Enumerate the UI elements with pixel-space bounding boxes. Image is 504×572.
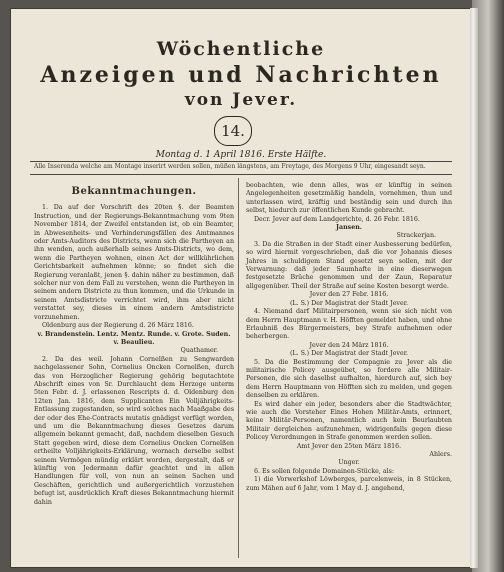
submission-notice: Alle Inserenda welche am Montage inserirt werden sollen, müßen längstens, am Freytage, des Morgens 9 Uhr, eingesandt seyn. [34,163,426,170]
notice-4-date: Jever den 24 März 1816. [309,341,389,349]
section-heading: Bekanntmachungen. [71,186,197,197]
issue-number: 14. [214,116,252,146]
column-divider [238,178,239,558]
notice-5-signature-1: Ahlers. [429,451,452,458]
notice-5-signature-2: Unger. [338,459,360,467]
notice-rule [30,174,452,175]
notice-5-date: Amt Jever den 25ten März 1816. [296,442,402,450]
newspaper-page [10,8,472,568]
notice-3-date: Jever den 27 Febr. 1816. [309,291,389,299]
notice-5-text: 5. Da die Bestimmung der Compagnie zu Jever als die militairische Policey ausgeübet, so fordere alle Militair-Personen, die sich daselbst aufhalten, hierdurch auf, sich bey dem Herrn Hauptmann von Höfften sich zu melden, und gegen denselben zu erklären. [246,358,452,400]
notice-6-text: 6. Es sollen folgende Domainen-Stücke, als: [254,467,395,475]
notice-1-signatories: v. Brandenstein. Lentz. Mentz. Runde. v. Grote. Suden. v. Beaulieu. [37,330,231,346]
notice-2-text: 2. Da des weil. Johann Cornelßen zu Sengwarden nachgelassener Sohn, Cornelius Oncken Cornelßen, durch das von Herzoglicher Regierung gehörig begutachtete Abschrift eines von Sr. Durchlaucht dem Herzoge unterm 5ten Febr. d. J. erlassenen Rescripts d. d. Oldenburg den 12ten Jan. 1816, dem Supplicanten Ein Volljährigkeits-Entlassung zugestanden, so wird solches nach Maaßgabe des der oder des Ehe-Contracts mutatis gnädigst verfügt worden, und um die Bekanntmachung dieses Gesetzes darum allgemein bekannt gemacht, daß, nachdem dieselben Gesuch Statt gegeben wird, diese dem Cornelius Oncken Cornelßen ertheilte Volljährigkeits-Erklärung, wornach derselbe selbst seinem Vermögen mündig erklärt worden, dergestalt, daß er künftig von Jedermann dafür geachtet und in allen Handlungen für voll, von nun an seinen Sachen und Geschäften, gerichtlich und außergerichtlich vorzustehen befugt ist, ausdrücklich Kraft dieses Bekanntmachung hiermit dahin [34,355,234,506]
notice-4-signature: (L. S.) Der Magistrat der Stadt Jever. [289,350,409,358]
notice-3-text: 3. Da die Straßen in der Stadt einer Ausbesserung bedürfen, so wird hiermit vorgeschrieben, daß die vor Johannis dieses Jahres in schuldigem Stand gesetzt seyn sollen, mit der Verwarnung: daß jeder Saumhafte in eine dieserwegen festgesetzte Brüche genommen und der Zaun, Reparatur allgegenüber. Theil der Straße auf seine Kosten besorgt werde. [246,240,452,290]
masthead-line3: von Jever. [184,90,298,110]
notice-1-place-date: Oldenburg aus der Regierung d. 26 März 1816. [42,322,194,330]
notice-5-text-2: Es wird daher ein jeder, besonders aber die Stadtwächter, wie auch die Vorsteher Eines Hohen Militär-Amts, erinnert, keine Militär-Personen, namentlich auch kein Beurlaubten Militair dergleichen aufzunehmen, widrigenfalls gegen diese Policey Verordnungen in Strafe genommen werden sollen. [246,400,452,442]
notice-1-secretary: Quathamer. [180,347,218,355]
notice-2-place-date: Decr. Jever auf dem Landgerichte, d. 26 Febr. 1816. [254,215,420,223]
masthead-line1: Wöchentliche [156,38,326,60]
dateline: Montag d. 1 April 1816. Erste Hälfte. [155,150,327,160]
left-column [34,182,234,507]
right-column [246,182,452,493]
notice-1-text: 1. Da auf der Vorschrift des 20ten §. der Beamten Instruction, und der Regierungs-Bekanntmachung vom 9ten November 1814, der Zweifel entstanden ist, ob ein Beamter, in Abwesenheits- und Verhinderungsfällen des Amtmannes oder Amts-Auditors des Districts, wenn sich die Partheyen an ihn wenden, auch außerhalb seines Amts-Districts, wo dem, wenn die Partheyen wohnen, einen Act der willkührlichen Gerichtsbarkeit aufnehmen könne; so findet sich die Regierung veranlaßt, jenen §. dahin näher zu bestimmen, daß solcher nur von dem Fall zu verstehen, wenn die Partheyen in seinem andern Districte zu thun kommen, und die Urkunde in seinem Amtsdistricte verrichtet wird, ihm aber nicht verstattet sey, dieses in einem andern Amtsdistricte vorzunehmen. [34,204,234,321]
notice-2-continuation: beobachten, wie denn alles, was er künftig in seinen Angelegenheiten gesetzmäßig handeln, vornehmen, thun und unterlassen wird, kräftig und beständig sein und durch ihn selbst, hiedurch zur öffentlichen Kunde gebracht. [246,182,452,215]
notice-3-signature: (L. S.) Der Magistrat der Stadt Jever. [289,299,409,307]
masthead-line2: Anzeigen und Nachrichten [40,62,442,88]
notice-2-signature-2: Strackerjan. [396,232,436,240]
notice-6-item-1: 1) die Vorwerkshof Löwberges, parcelenweis, in 8 Stücken, zum Mähen auf 6 Jahr, vom 1 May d. J. angehend, [246,476,452,492]
notice-4-text: 4. Niemand darf Militairpersonen, wenn sie sich nicht von dem Herrn Hauptmann v. H. Höfften gemeldet haben, und ohne Erlaubniß des Bürgermeisters, bey Strafe aufnehmen oder beherbergen. [246,308,452,341]
top-rule [30,161,452,162]
notice-2-signature-1: Jansen. [336,224,362,232]
